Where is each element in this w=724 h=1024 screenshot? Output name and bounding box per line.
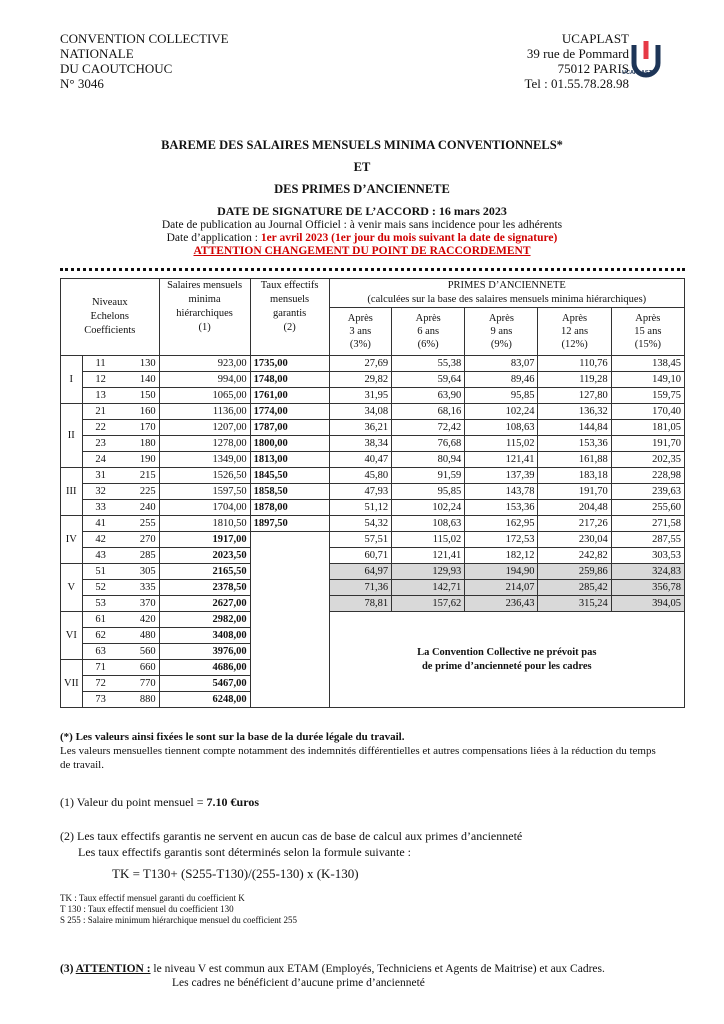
- prime-cell: 34,08: [329, 404, 392, 420]
- prime-cell: 108,63: [392, 516, 465, 532]
- prime-cell: 136,32: [538, 404, 611, 420]
- prime-cell: 102,24: [465, 404, 538, 420]
- prime-cell: 287,55: [611, 532, 684, 548]
- prime-cell: 80,94: [392, 452, 465, 468]
- echelon-cell: 42: [82, 532, 119, 548]
- header-niveaux: Niveaux Echelons Coefficients: [61, 279, 160, 356]
- application-label: Date d’application :: [166, 232, 261, 244]
- prime-cell: 31,95: [329, 388, 392, 404]
- salaire-cell: 1207,00: [159, 420, 250, 436]
- coef-cell: 150: [119, 388, 160, 404]
- prime-cell: 236,43: [465, 596, 538, 612]
- attention-change: ATTENTION CHANGEMENT DU POINT DE RACCORDEMENT: [193, 245, 531, 257]
- prime-cell: 143,78: [465, 484, 538, 500]
- prime-cell: 137,39: [465, 468, 538, 484]
- salary-table: [60, 278, 685, 708]
- coef-cell: 180: [119, 436, 160, 452]
- prime-cell: 153,36: [538, 436, 611, 452]
- niveau-cell: VII: [61, 660, 83, 708]
- salaire-cell: 1136,00: [159, 404, 250, 420]
- prime-cell: 149,10: [611, 372, 684, 388]
- application-value: 1er avril 2023 (1er jour du mois suivant la date de signature): [260, 232, 558, 244]
- coef-cell: 560: [119, 644, 160, 660]
- prime-cell: 129,93: [392, 564, 465, 580]
- niveau-cell: III: [61, 468, 83, 516]
- table-row: [61, 468, 685, 484]
- prime-cell: 324,83: [611, 564, 684, 580]
- taux-cell: 1800,00: [250, 436, 329, 452]
- prime-cell: 83,07: [465, 356, 538, 372]
- prime-cell: 38,34: [329, 436, 392, 452]
- coef-cell: 270: [119, 532, 160, 548]
- coef-cell: 285: [119, 548, 160, 564]
- table-row: [61, 516, 685, 532]
- coef-cell: 255: [119, 516, 160, 532]
- note-star: (*) Les valeurs ainsi fixées le sont sur la base de la durée légale du travail.: [60, 731, 405, 743]
- table-row: [61, 388, 685, 404]
- prime-cell: 95,85: [392, 484, 465, 500]
- prime-cell: 159,75: [611, 388, 684, 404]
- header-prime-p2: Après 6 ans (6%): [392, 308, 465, 356]
- header-prime-p1: Après 3 ans (3%): [329, 308, 392, 356]
- cadres-note-cell: [329, 612, 684, 708]
- taux-cell: 1748,00: [250, 372, 329, 388]
- header-taux: Taux effectifs mensuels garantis (2): [250, 279, 329, 356]
- prime-cell: 115,02: [465, 436, 538, 452]
- coef-cell: 225: [119, 484, 160, 500]
- prime-cell: 64,97: [329, 564, 392, 580]
- coef-cell: 215: [119, 468, 160, 484]
- salaire-cell: 1278,00: [159, 436, 250, 452]
- echelon-cell: 73: [82, 692, 119, 708]
- prime-cell: 230,04: [538, 532, 611, 548]
- table-row: [61, 452, 685, 468]
- prime-cell: 27,69: [329, 356, 392, 372]
- prime-cell: 63,90: [392, 388, 465, 404]
- taux-cell: 1845,50: [250, 468, 329, 484]
- table-row: [61, 356, 685, 372]
- prime-cell: 40,47: [329, 452, 392, 468]
- prime-cell: 194,90: [465, 564, 538, 580]
- echelon-cell: 24: [82, 452, 119, 468]
- salaire-cell: 1597,50: [159, 484, 250, 500]
- prime-cell: 76,68: [392, 436, 465, 452]
- salaire-cell: 2165,50: [159, 564, 250, 580]
- prime-cell: 162,95: [465, 516, 538, 532]
- prime-cell: 161,88: [538, 452, 611, 468]
- echelon-cell: 62: [82, 628, 119, 644]
- prime-cell: 95,85: [465, 388, 538, 404]
- niveau-cell: II: [61, 404, 83, 468]
- prime-cell: 57,51: [329, 532, 392, 548]
- prime-cell: 271,58: [611, 516, 684, 532]
- coef-cell: 190: [119, 452, 160, 468]
- prime-cell: 217,26: [538, 516, 611, 532]
- echelon-cell: 12: [82, 372, 119, 388]
- point-value-line: [60, 795, 259, 809]
- table-row: [61, 580, 685, 596]
- table-row: [61, 612, 685, 628]
- taux-cell: 1735,00: [250, 356, 329, 372]
- prime-cell: 172,53: [465, 532, 538, 548]
- note-values: Les valeurs mensuelles tiennent compte notamment des indemnités différentielles et autres compensations liées à la réduction du temps de travail.: [60, 745, 656, 771]
- phone: Tel : 01.55.78.28.98: [524, 76, 629, 91]
- prime-cell: 204,48: [538, 500, 611, 516]
- echelon-cell: 43: [82, 548, 119, 564]
- att-label: ATTENTION :: [75, 963, 151, 975]
- echelon-cell: 32: [82, 484, 119, 500]
- taux-note-2: Les taux effectifs garantis sont déterminés selon la formule suivante :: [78, 845, 412, 859]
- attention-note: [60, 962, 605, 990]
- taux-empty-cell: [250, 532, 329, 708]
- footnotes: [60, 730, 660, 772]
- prime-cell: 138,45: [611, 356, 684, 372]
- ucaplast-logo-icon: [626, 30, 666, 92]
- point-value: 7.10 €uros: [206, 795, 259, 809]
- echelon-cell: 61: [82, 612, 119, 628]
- salaire-cell: 2982,00: [159, 612, 250, 628]
- salaire-cell: 994,00: [159, 372, 250, 388]
- taux-cell: 1761,00: [250, 388, 329, 404]
- cadres-note-2: de prime d’ancienneté pour les cadres: [421, 660, 592, 672]
- salaire-cell: 1810,50: [159, 516, 250, 532]
- salaire-cell: 4686,00: [159, 660, 250, 676]
- table-row: [61, 564, 685, 580]
- prime-cell: 181,05: [611, 420, 684, 436]
- doc-title-et: ET: [353, 160, 371, 174]
- coef-cell: 130: [119, 356, 160, 372]
- prime-cell: 60,71: [329, 548, 392, 564]
- prime-cell: 127,80: [538, 388, 611, 404]
- prime-cell: 356,78: [611, 580, 684, 596]
- def-tk: TK : Taux effectif mensuel garanti du coefficient K: [60, 893, 245, 903]
- prime-cell: 144,84: [538, 420, 611, 436]
- coef-cell: 770: [119, 676, 160, 692]
- header-primes: PRIMES D’ANCIENNETE (calculées sur la base des salaires mensuels minima hiérarchiques): [329, 279, 684, 308]
- prime-cell: 394,05: [611, 596, 684, 612]
- convention-line-3: DU CAOUTCHOUC: [60, 61, 173, 76]
- att-text-2: Les cadres ne bénéficient d’aucune prime d’ancienneté: [172, 977, 425, 989]
- echelon-cell: 71: [82, 660, 119, 676]
- convention-header: [60, 31, 229, 91]
- prime-cell: 54,32: [329, 516, 392, 532]
- formula-definitions: [60, 893, 297, 926]
- prime-cell: 119,28: [538, 372, 611, 388]
- coef-cell: 420: [119, 612, 160, 628]
- prime-cell: 153,36: [465, 500, 538, 516]
- salaire-cell: 1917,00: [159, 532, 250, 548]
- coef-cell: 660: [119, 660, 160, 676]
- att-text: le niveau V est commun aux ETAM (Employés, Techniciens et Agents de Maitrise) et aux Cadres.: [150, 963, 605, 975]
- echelon-cell: 41: [82, 516, 119, 532]
- prime-cell: 214,07: [465, 580, 538, 596]
- salaire-cell: 923,00: [159, 356, 250, 372]
- coef-cell: 370: [119, 596, 160, 612]
- coef-cell: 880: [119, 692, 160, 708]
- echelon-cell: 72: [82, 676, 119, 692]
- convention-line-2: NATIONALE: [60, 46, 134, 61]
- echelon-cell: 13: [82, 388, 119, 404]
- prime-cell: 110,76: [538, 356, 611, 372]
- header-salaires: Salaires mensuels minima hiérarchiques (1): [159, 279, 250, 356]
- prime-cell: 68,16: [392, 404, 465, 420]
- prime-cell: 259,86: [538, 564, 611, 580]
- prime-cell: 121,41: [465, 452, 538, 468]
- taux-cell: 1897,50: [250, 516, 329, 532]
- salaire-cell: 1065,00: [159, 388, 250, 404]
- taux-cell: 1787,00: [250, 420, 329, 436]
- prime-cell: 228,98: [611, 468, 684, 484]
- formula: TK = T130+ (S255-T130)/(255-130) x (K-130): [112, 866, 359, 881]
- taux-cell: 1858,50: [250, 484, 329, 500]
- prime-cell: 72,42: [392, 420, 465, 436]
- doc-title-2: DES PRIMES D’ANCIENNETE: [274, 182, 450, 196]
- table-row: [61, 484, 685, 500]
- salaire-cell: 6248,00: [159, 692, 250, 708]
- table-row: [61, 436, 685, 452]
- prime-cell: 59,64: [392, 372, 465, 388]
- prime-cell: 191,70: [538, 484, 611, 500]
- prime-cell: 121,41: [392, 548, 465, 564]
- prime-cell: 242,82: [538, 548, 611, 564]
- prime-cell: 102,24: [392, 500, 465, 516]
- coef-cell: 335: [119, 580, 160, 596]
- echelon-cell: 63: [82, 644, 119, 660]
- salaire-cell: 1349,00: [159, 452, 250, 468]
- convention-number: N° 3046: [60, 76, 104, 91]
- taux-cell: 1878,00: [250, 500, 329, 516]
- coef-cell: 160: [119, 404, 160, 420]
- coef-cell: 140: [119, 372, 160, 388]
- city: 75012 PARIS: [557, 61, 629, 76]
- niveau-cell: I: [61, 356, 83, 404]
- echelon-cell: 21: [82, 404, 119, 420]
- taux-cell: 1813,00: [250, 452, 329, 468]
- table-row: [61, 596, 685, 612]
- cadres-note-1: La Convention Collective ne prévoit pas: [417, 646, 597, 658]
- table-row: [61, 500, 685, 516]
- prime-cell: 182,12: [465, 548, 538, 564]
- prime-cell: 89,46: [465, 372, 538, 388]
- prime-cell: 55,38: [392, 356, 465, 372]
- header-prime-p3: Après 9 ans (9%): [465, 308, 538, 356]
- echelon-cell: 52: [82, 580, 119, 596]
- prime-cell: 36,21: [329, 420, 392, 436]
- prime-cell: 191,70: [611, 436, 684, 452]
- prime-cell: 78,81: [329, 596, 392, 612]
- dotted-divider: [60, 268, 685, 271]
- att-num: (3): [60, 963, 76, 975]
- prime-cell: 183,18: [538, 468, 611, 484]
- echelon-cell: 11: [82, 356, 119, 372]
- point-label: (1) Valeur du point mensuel =: [60, 795, 207, 809]
- prime-cell: 51,12: [329, 500, 392, 516]
- prime-cell: 47,93: [329, 484, 392, 500]
- coef-cell: 480: [119, 628, 160, 644]
- prime-cell: 115,02: [392, 532, 465, 548]
- prime-cell: 45,80: [329, 468, 392, 484]
- prime-cell: 202,35: [611, 452, 684, 468]
- salaire-cell: 3408,00: [159, 628, 250, 644]
- prime-cell: 108,63: [465, 420, 538, 436]
- prime-cell: 29,82: [329, 372, 392, 388]
- table-row: [61, 372, 685, 388]
- prime-cell: 255,60: [611, 500, 684, 516]
- doc-title: BAREME DES SALAIRES MENSUELS MINIMA CONVENTIONNELS*: [161, 138, 563, 152]
- salaire-cell: 3976,00: [159, 644, 250, 660]
- echelon-cell: 53: [82, 596, 119, 612]
- prime-cell: 315,24: [538, 596, 611, 612]
- echelon-cell: 22: [82, 420, 119, 436]
- street: 39 rue de Pommard: [526, 46, 629, 61]
- header-prime-p5: Après 15 ans (15%): [611, 308, 684, 356]
- def-s255: S 255 : Salaire minimum hiérarchique mensuel du coefficient 255: [60, 915, 298, 925]
- echelon-cell: 23: [82, 436, 119, 452]
- salaire-cell: 2627,00: [159, 596, 250, 612]
- org-name: UCAPLAST: [561, 31, 629, 46]
- coef-cell: 240: [119, 500, 160, 516]
- application-date: [0, 232, 724, 245]
- echelon-cell: 31: [82, 468, 119, 484]
- prime-cell: 285,42: [538, 580, 611, 596]
- prime-cell: 71,36: [329, 580, 392, 596]
- table-row: [61, 548, 685, 564]
- taux-note-1: (2) Les taux effectifs garantis ne servent en aucun cas de base de calcul aux primes d’ancienneté: [60, 829, 523, 843]
- table-row: [61, 532, 685, 548]
- coef-cell: 305: [119, 564, 160, 580]
- echelon-cell: 33: [82, 500, 119, 516]
- def-t130: T 130 : Taux effectif mensuel du coefficient 130: [60, 904, 234, 914]
- prime-cell: 239,63: [611, 484, 684, 500]
- salaire-cell: 5467,00: [159, 676, 250, 692]
- taux-cell: 1774,00: [250, 404, 329, 420]
- table-row: [61, 420, 685, 436]
- logo-text: UCAPLAST: [622, 70, 652, 76]
- salaire-cell: 2378,50: [159, 580, 250, 596]
- prime-cell: 303,53: [611, 548, 684, 564]
- table-row: [61, 404, 685, 420]
- prime-cell: 91,59: [392, 468, 465, 484]
- publication-date: Date de publication au Journal Officiel : à venir mais sans incidence pour les adhérents: [161, 219, 563, 231]
- header-prime-p4: Après 12 ans (12%): [538, 308, 611, 356]
- signature-date: DATE DE SIGNATURE DE L’ACCORD : 16 mars 2023: [217, 204, 507, 218]
- convention-line-1: CONVENTION COLLECTIVE: [60, 31, 229, 46]
- prime-cell: 142,71: [392, 580, 465, 596]
- prime-cell: 157,62: [392, 596, 465, 612]
- niveau-cell: V: [61, 564, 83, 612]
- note-taux: [60, 828, 522, 860]
- ucaplast-address: [524, 31, 629, 91]
- niveau-cell: IV: [61, 516, 83, 564]
- prime-cell: 170,40: [611, 404, 684, 420]
- table-header-row: [61, 279, 685, 308]
- niveau-cell: VI: [61, 612, 83, 660]
- salaire-cell: 2023,50: [159, 548, 250, 564]
- salaire-cell: 1526,50: [159, 468, 250, 484]
- salaire-cell: 1704,00: [159, 500, 250, 516]
- coef-cell: 170: [119, 420, 160, 436]
- echelon-cell: 51: [82, 564, 119, 580]
